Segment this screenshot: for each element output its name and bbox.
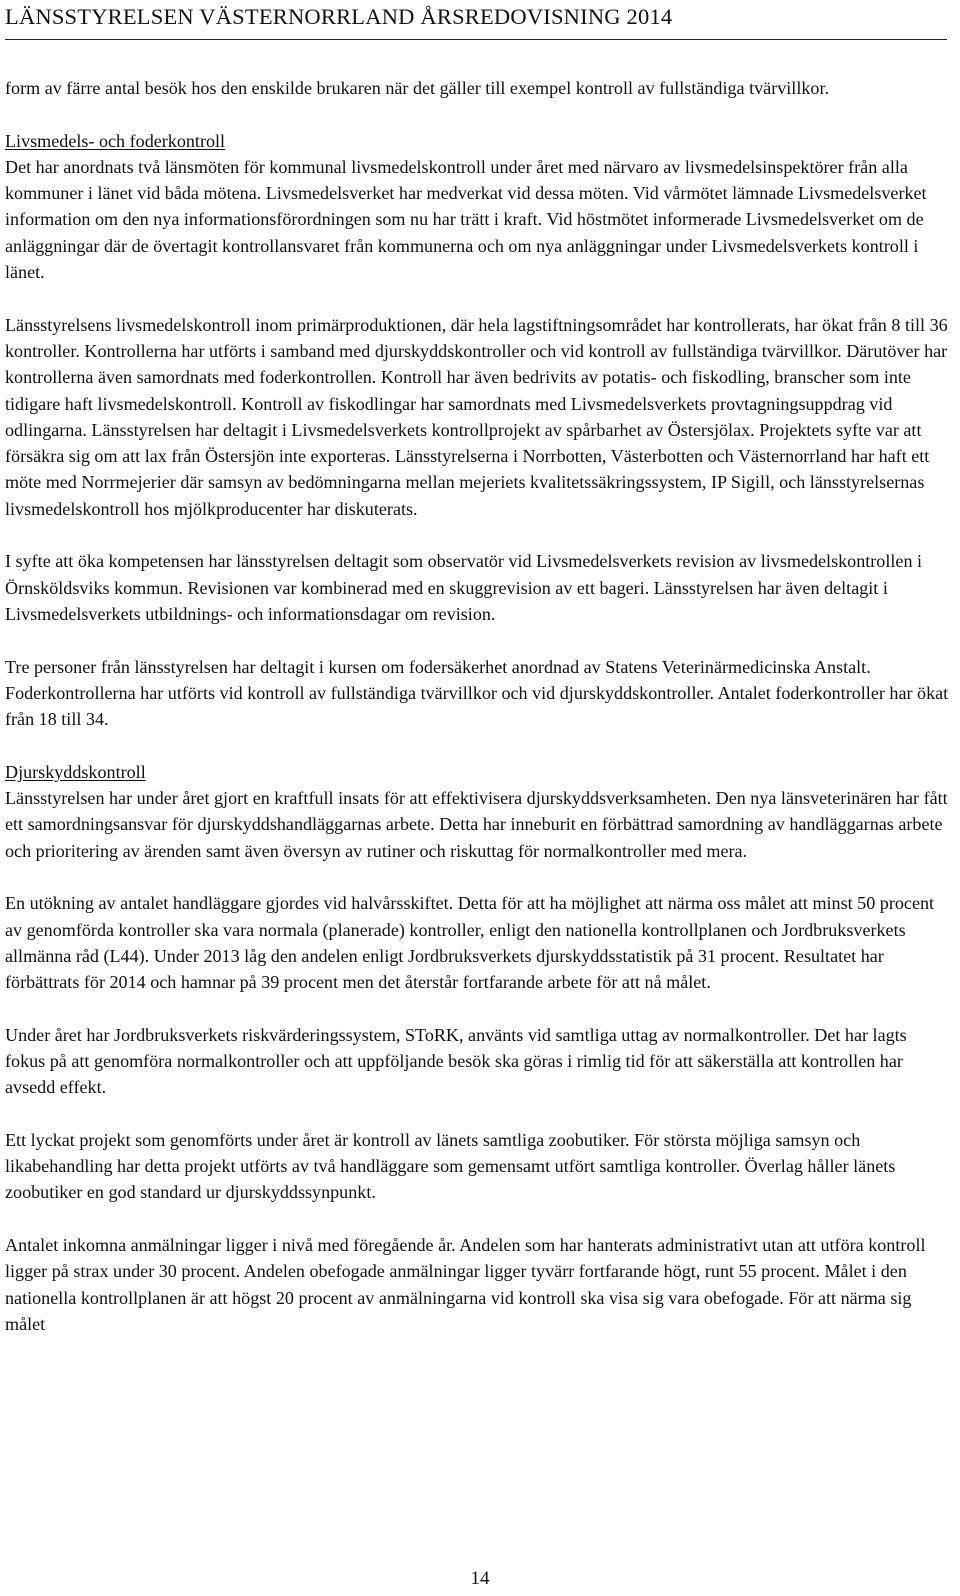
page-number: 14 [470,1568,490,1589]
running-header: LÄNSSTYRELSEN VÄSTERNORRLAND ÅRSREDOVISNING 2014 [5,4,673,29]
section-heading: Djurskyddskontroll [5,761,146,782]
paragraph: Det har anordnats två länsmöten för kommunal livsmedelskontroll under året med närvaro av livsmedelsinspektörer från alla kommuner i länet vid båda mötena. Livsmedelsverket har medverkat vid dessa möten. Vid vårmötet lämnade Livsmedelsverket information om den nya informationsförordningen som nu har trätt i kraft. Vid höstmötet informerade Livsmedelsverket om de anläggningar där de övertagit kontrollansvaret från kommunerna och om nya anläggningar under Livsmedelsverkets kontroll i länet. [5,156,927,283]
section-food-feed [5,128,951,286]
paragraph: I syfte att öka kompetensen har länsstyrelsen deltagit som observatör vid Livsmedelsverkets revision av livsmedelskontrollen i Örnsköldsviks kommun. Revisionen var kombinerad med en skuggrevision av ett bageri. Länsstyrelsen har även deltagit i Livsmedelsverkets utbildnings- och informationsdagar om revision. [5,551,923,624]
paragraph: Länsstyrelsens livsmedelskontroll inom primärproduktionen, där hela lagstiftningsområdet har kontrollerats, har ökat från 8 till 36 kontroller. Kontrollerna har utförts i samband med djurskyddskontroller och vid kontroll av fullständiga tvärvillkor. Därutöver har kontrollerna även samordnats med foderkontrollen. Kontroll har även bedrivits av potatis- och fiskodling, branscher som inte tidigare haft livsmedelskontroll. Kontroll av fiskodlingar har samordnats med Livsmedelsverkets provtagningsuppdrag vid odlingarna. Länsstyrelsen har deltagit i Livsmedelsverkets kontrollprojekt av spårbarhet av Östersjölax. Projektets syfte var att försäkra sig om att lax från Östersjön inte exporteras. Länsstyrelserna i Norrbotten, Västerbotten och Västernorrland har haft ett möte med Norrmejerier där samsyn av bedömningarna mellan mejeriets kvalitetssäkringssystem, IP Sigill, och länsstyrelsernas livsmedelskontroll hos mjölkproducenter har diskuterats. [5,314,948,519]
paragraph: Tre personer från länsstyrelsen har deltagit i kursen om fodersäkerhet anordnad av Statens Veterinärmedicinska Anstalt. Foderkontrollerna har utförts vid kontroll av fullständiga tvärvillkor och vid djurskyddskontroller. Antalet foderkontroller har ökat från 18 till 34. [5,656,949,730]
paragraph: Under året har Jordbruksverkets riskvärderingssystem, SToRK, använts vid samtliga uttag av normalkontroller. Det har lagts fokus på att genomföra normalkontroller och att uppföljande besök ska göras i rimlig tid för att säkerställa att kontrollen har avsedd effekt. [5,1024,907,1098]
paragraph: Länsstyrelsen har under året gjort en kraftfull insats för att effektivisera djurskyddsverksamheten. Den nya länsveterinären har fått ett samordningsansvar för djurskyddshandläggarnas arbete. Detta har inneburit en förbättrad samordning av handläggarnas arbete och prioritering av ärenden samt även översyn av rutiner och riskuttag för normalkontroller med mera. [5,788,948,861]
body-text [5,75,951,1364]
paragraph: Antalet inkomna anmälningar ligger i nivå med föregående år. Andelen som har hanterats administrativt utan att utföra kontroll ligger på strax under 30 procent. Andelen obefogade anmälningar ligger tyvärr fortfarande högt, runt 55 procent. Målet i den nationella kontrollplanen är att högst 20 procent av anmälningarna vid kontroll ska visa sig vara obefogade. För att närma sig målet [5,1235,926,1334]
header-divider [5,39,947,40]
section-animal-welfare [5,759,951,864]
paragraph: Ett lyckat projekt som genomförts under året är kontroll av länets samtliga zoobutiker. För största möjliga samsyn och likabehandling har detta projekt utförts av två handläggare som gemensamt utfört samtliga kontroller. Överlag håller länets zoobutiker en god standard ur djurskyddssynpunkt. [5,1129,896,1203]
paragraph: form av färre antal besök hos den enskilde brukaren när det gäller till exempel kontroll av fullständiga tvärvillkor. [5,78,830,98]
section-heading: Livsmedels- och foderkontroll [5,130,226,151]
paragraph: En utökning av antalet handläggare gjordes vid halvårsskiftet. Detta för att ha möjlighet att närma oss målet att minst 50 procent av genomförda kontroller ska vara normala (planerade) kontroller, enligt den nationella kontrollplanen och Jordbruksverkets allmänna råd (L44). Under 2013 låg den andelen enligt Jordbruksverkets djurskyddsstatistik på 31 procent. Resultatet har förbättrats för 2014 och hamnar på 39 procent men det återstår fortfarande arbete för att nå målet. [5,893,935,993]
